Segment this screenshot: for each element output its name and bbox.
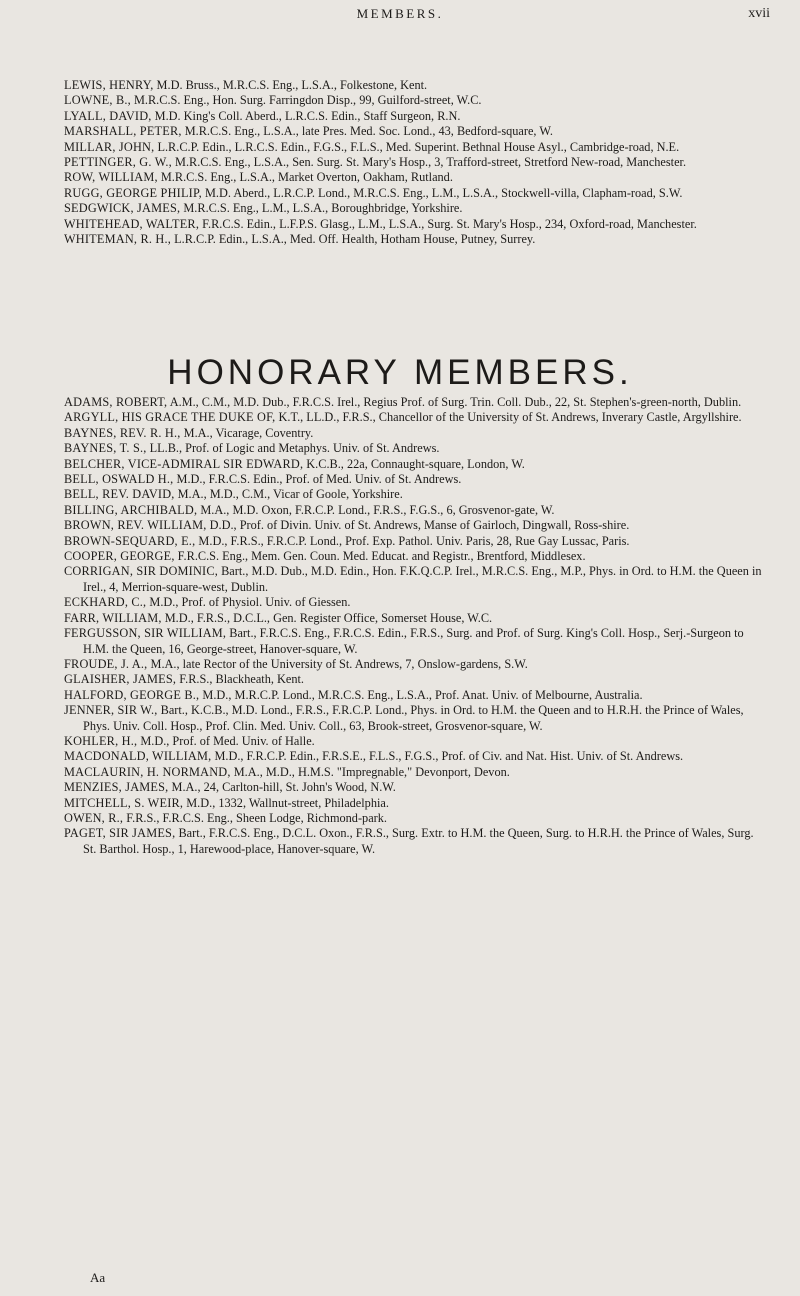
member-details: Bart., K.C.B., M.D. Lond., F.R.S., F.R.C.P. Lond., Phys. in Ord. to H.M. the Queen and to H.R.H. the Prince of Wales, Phys. Univ. Coll. Hosp., Prof. Clin. Med. Univ. Coll., 63, Brook-street, Grosvenor-square, W.: [83, 703, 744, 733]
member-name: BAYNES, T. S.,: [64, 441, 147, 456]
member-details: M.R.C.S. Eng., L.S.A., Sen. Surg. St. Mary's Hosp., 3, Trafford-street, Stretford New-road, Manchester.: [171, 155, 687, 170]
member-details: L.R.C.P. Edin., L.S.A., Med. Off. Health, Hotham House, Putney, Surrey.: [171, 232, 536, 247]
member-entry: [64, 155, 768, 170]
member-details: M.D., F.R.S., F.R.C.P. Lond., Prof. Exp. Pathol. Univ. Paris, 28, Rue Gay Lussac, Paris.: [195, 533, 630, 548]
member-name: ADAMS, ROBERT,: [64, 395, 168, 409]
member-details: Bart., F.R.C.S. Eng., D.C.L. Oxon., F.R.S., Surg. Extr. to H.M. the Queen, Surg. to H.R.H. the Prince of Wales, Surg. St. Barthol. Hosp., 1, Harewood-place, Hanover-square, W.: [83, 826, 754, 856]
member-name: LEWIS, HENRY,: [64, 78, 154, 92]
member-name: COOPER, GEORGE,: [64, 549, 175, 564]
member-details: M.D. Aberd., L.R.C.P. Lond., M.R.C.S. Eng., L.M., L.S.A., Stockwell-villa, Clapham-road, S.W.: [201, 185, 683, 200]
member-entry: [64, 534, 768, 549]
member-details: M.D. King's Coll. Aberd., L.R.C.S. Edin., Staff Surgeon, R.N.: [151, 108, 461, 123]
member-details: M.A., M.D. Oxon, F.R.C.P. Lond., F.R.S., F.G.S., 6, Grosvenor-gate, W.: [197, 502, 555, 517]
member-details: M.A., M.D., C.M., Vicar of Goole, Yorkshire.: [174, 487, 403, 502]
member-details: M.D., F.R.S., D.C.L., Gen. Register Office, Somerset House, W.C.: [161, 610, 493, 625]
member-entry: [64, 395, 768, 410]
member-details: M.D., Prof. of Med. Univ. of Halle.: [137, 733, 315, 748]
member-name: ROW, WILLIAM,: [64, 170, 158, 185]
running-title: MEMBERS.: [356, 6, 444, 21]
member-name: ECKHARD, C.,: [64, 595, 147, 610]
member-name: LOWNE, B.,: [64, 93, 131, 108]
member-name: PAGET, SIR JAMES,: [64, 826, 176, 841]
member-name: MILLAR, JOHN,: [64, 139, 155, 154]
member-details: M.D., Prof. of Physiol. Univ. of Giessen.: [146, 595, 351, 610]
member-entry: [64, 78, 768, 93]
member-name: BROWN-SEQUARD, E.,: [64, 533, 196, 548]
member-name: MARSHALL, PETER,: [64, 124, 182, 139]
member-entry: [64, 124, 768, 139]
member-details: M.R.C.S. Eng., L.S.A., late Pres. Med. Soc. Lond., 43, Bedford-square, W.: [181, 124, 553, 139]
member-details: LL.B., Prof. of Logic and Metaphys. Univ. of St. Andrews.: [146, 441, 440, 456]
member-entry: [64, 780, 768, 795]
member-details: M.R.C.S. Eng., Hon. Surg. Farringdon Disp., 99, Guilford-street, W.C.: [130, 93, 482, 108]
member-entry: [64, 217, 768, 232]
member-entry: [64, 410, 768, 425]
member-details: F.R.C.S. Eng., Mem. Gen. Coun. Med. Educat. and Registr., Brentford, Middlesex.: [174, 549, 586, 564]
member-entry: [64, 734, 768, 749]
member-name: MENZIES, JAMES,: [64, 780, 169, 795]
member-details: M.D., 1332, Wallnut-street, Philadelphia.: [183, 795, 389, 810]
member-details: M.A., late Rector of the University of St. Andrews, 7, Onslow-gardens, S.W.: [147, 656, 528, 671]
running-head: [0, 6, 800, 28]
member-name: MITCHELL, S. WEIR,: [64, 795, 184, 810]
member-name: OWEN, R.,: [64, 810, 124, 825]
signature-mark: Aa: [90, 1270, 106, 1285]
member-entry: [64, 93, 768, 108]
member-name: MACLAURIN, H. NORMAND,: [64, 764, 231, 779]
member-details: M.A., Vicarage, Coventry.: [180, 425, 314, 440]
member-entry: [64, 426, 768, 441]
member-name: WHITEMAN, R. H.,: [64, 232, 172, 247]
member-name: FERGUSSON, SIR WILLIAM,: [64, 626, 227, 641]
member-details: M.D. Bruss., M.R.C.S. Eng., L.S.A., Folkestone, Kent.: [153, 78, 428, 92]
member-entry: [64, 186, 768, 201]
member-name: BELCHER, VICE-ADMIRAL SIR EDWARD,: [64, 456, 304, 471]
member-name: WHITEHEAD, WALTER,: [64, 216, 200, 231]
member-details: M.D., F.R.C.P. Edin., F.R.S.E., F.L.S., F.G.S., Prof. of Civ. and Nat. Hist. Univ. of St. Andrews.: [211, 749, 684, 764]
member-details: F.R.S., F.R.C.S. Eng., Sheen Lodge, Richmond-park.: [123, 810, 387, 825]
member-entry: [64, 672, 768, 687]
member-entry: [64, 657, 768, 672]
member-details: D.D., Prof. of Divin. Univ. of St. Andrews, Manse of Gairloch, Dingwall, Ross-shire.: [206, 518, 630, 533]
member-entry: [64, 595, 768, 610]
member-details: M.D., M.R.C.P. Lond., M.R.C.S. Eng., L.S.A., Prof. Anat. Univ. of Melbourne, Australia.: [199, 687, 643, 702]
page-number: xvii: [748, 6, 770, 21]
member-entry: [64, 201, 768, 216]
members-list-continued: [64, 78, 768, 247]
member-name: BELL, OSWALD H.,: [64, 472, 174, 487]
member-entry: [64, 811, 768, 826]
member-name: JENNER, SIR W.,: [64, 703, 158, 718]
member-entry: [64, 472, 768, 487]
member-entry: [64, 503, 768, 518]
member-entry: [64, 232, 768, 247]
member-details: Bart., M.D. Dub., M.D. Edin., Hon. F.K.Q.C.P. Irel., M.R.C.S. Eng., M.P., Phys. in Ord. to H.M. the Queen in Irel., 4, Merrion-square-west, Dublin.: [83, 564, 762, 594]
member-details: K.C.B., 22a, Connaught-square, London, W.: [303, 456, 525, 471]
member-details: L.R.C.P. Edin., L.R.C.S. Edin., F.G.S., F.L.S., Med. Superint. Bethnal House Asyl., Cambridge-road, N.E.: [154, 139, 680, 154]
member-entry: [64, 626, 768, 657]
member-details: K.T., LL.D., F.R.S., Chancellor of the University of St. Andrews, Inverary Castle, Argyllshire.: [275, 410, 742, 425]
member-entry: [64, 487, 768, 502]
member-details: F.R.C.S. Edin., L.F.P.S. Glasg., L.M., L.S.A., Surg. St. Mary's Hosp., 234, Oxford-road, Manchester.: [199, 216, 697, 231]
member-details: M.R.C.S. Eng., L.S.A., Market Overton, Oakham, Rutland.: [157, 170, 453, 185]
member-name: BAYNES, REV. R. H.,: [64, 425, 181, 440]
member-name: ARGYLL, HIS GRACE THE DUKE OF,: [64, 410, 276, 425]
member-name: RUGG, GEORGE PHILIP,: [64, 185, 202, 200]
member-details: M.A., 24, Carlton-hill, St. John's Wood, N.W.: [168, 780, 396, 795]
member-details: M.A., M.D., H.M.S. "Impregnable," Devonport, Devon.: [230, 764, 510, 779]
member-name: BILLING, ARCHIBALD,: [64, 502, 198, 517]
member-entry: [64, 549, 768, 564]
member-entry: [64, 518, 768, 533]
member-entry: [64, 457, 768, 472]
member-name: LYALL, DAVID,: [64, 108, 152, 123]
member-entry: [64, 765, 768, 780]
section-heading: HONORARY MEMBERS.: [167, 353, 633, 393]
member-details: F.R.S., Blackheath, Kent.: [176, 672, 304, 687]
member-entry: [64, 826, 768, 857]
member-details: M.R.C.S. Eng., L.M., L.S.A., Boroughbridge, Yorkshire.: [180, 201, 463, 216]
member-entry: [64, 109, 768, 124]
member-name: CORRIGAN, SIR DOMINIC,: [64, 564, 219, 579]
member-details: M.D., F.R.C.S. Edin., Prof. of Med. Univ. of St. Andrews.: [173, 472, 462, 487]
member-entry: [64, 688, 768, 703]
member-entry: [64, 611, 768, 626]
member-name: GLAISHER, JAMES,: [64, 672, 177, 687]
member-entry: [64, 796, 768, 811]
member-name: FROUDE, J. A.,: [64, 656, 148, 671]
member-entry: [64, 140, 768, 155]
member-entry: [64, 703, 768, 734]
member-entry: [64, 564, 768, 595]
member-name: HALFORD, GEORGE B.,: [64, 687, 200, 702]
member-name: KOHLER, H.,: [64, 733, 138, 748]
member-entry: [64, 441, 768, 456]
member-name: MACDONALD, WILLIAM,: [64, 749, 212, 764]
member-details: A.M., C.M., M.D. Dub., F.R.C.S. Irel., Regius Prof. of Surg. Trin. Coll. Dub., 22, St. Stephen's-green-north, Dublin.: [167, 395, 742, 409]
member-name: BELL, REV. DAVID,: [64, 487, 175, 502]
member-name: BROWN, REV. WILLIAM,: [64, 518, 207, 533]
member-entry: [64, 749, 768, 764]
member-name: PETTINGER, G. W.,: [64, 155, 172, 170]
member-entry: [64, 170, 768, 185]
member-name: SEDGWICK, JAMES,: [64, 201, 181, 216]
member-details: Bart., F.R.C.S. Eng., F.R.C.S. Edin., F.R.S., Surg. and Prof. of Surg. King's Coll. Hosp., Serj.-Surgeon to H.M. the Queen, 16, George-street, Hanover-square, W.: [83, 626, 744, 656]
honorary-members-list: [64, 395, 768, 857]
member-name: FARR, WILLIAM,: [64, 610, 162, 625]
